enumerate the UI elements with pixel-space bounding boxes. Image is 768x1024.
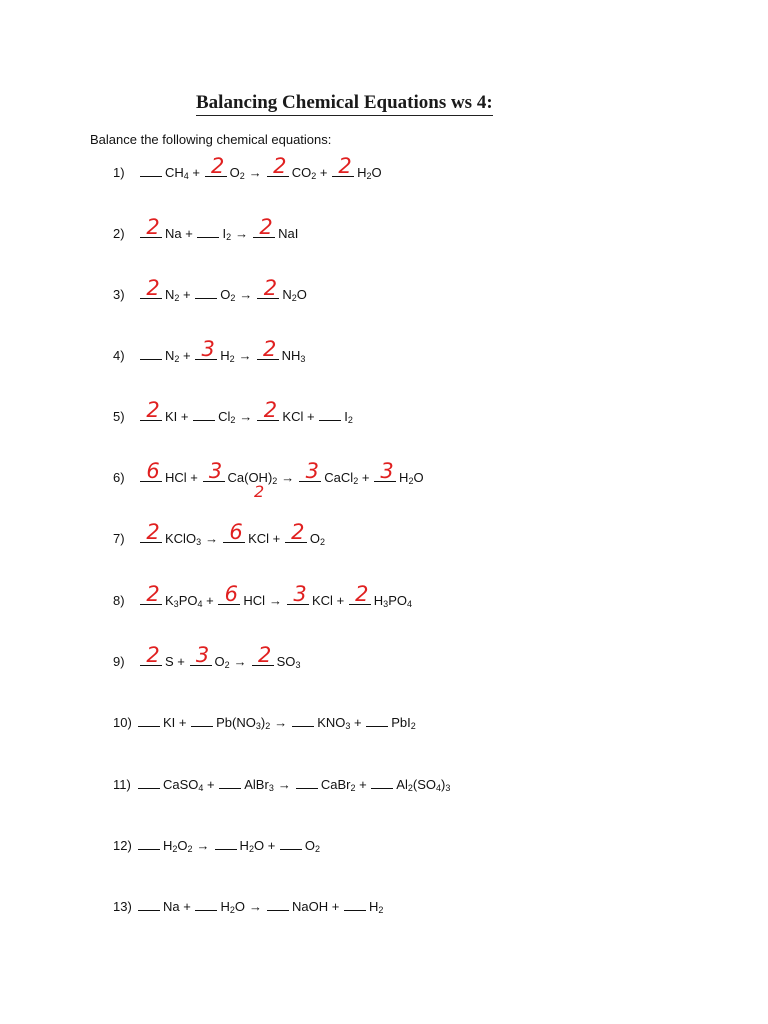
handwritten-coefficient: 2 bbox=[146, 276, 160, 300]
handwritten-coefficient: 2 bbox=[146, 582, 160, 606]
coefficient-blank[interactable] bbox=[140, 276, 162, 300]
chemical-species: $Ca(OH)_2$ bbox=[227, 470, 278, 486]
reaction-arrow: → bbox=[239, 287, 253, 302]
coefficient-blank[interactable] bbox=[140, 215, 162, 239]
coefficient-blank[interactable] bbox=[138, 712, 160, 727]
equation-number: 1) bbox=[113, 165, 125, 180]
handwritten-coefficient: 2 bbox=[146, 520, 160, 544]
coefficient-blank[interactable] bbox=[140, 398, 162, 422]
handwritten-coefficient: 3 bbox=[208, 459, 223, 483]
equation-number: 7) bbox=[113, 531, 125, 546]
handwritten-coefficient: 6 bbox=[146, 459, 160, 483]
equation-2: 2) 2 Na + $I_2$ → 2 NaI bbox=[113, 215, 299, 242]
equation-11: 11) CaSO$_4$ + AlBr$_3$ → CaBr$_2$ + $Al_2(SO_4)_3$ bbox=[113, 774, 450, 794]
equation-number: 13) bbox=[113, 899, 132, 914]
chemical-species: $SO_3$ bbox=[276, 654, 301, 670]
reaction-arrow: → bbox=[196, 838, 210, 853]
chemical-species: $K_3PO_4$ bbox=[165, 593, 203, 609]
handwritten-coefficient: 2 bbox=[210, 154, 225, 178]
reaction-arrow: → bbox=[269, 593, 282, 608]
reaction-arrow: → bbox=[235, 226, 249, 241]
chemical-species: $H_2$ bbox=[220, 348, 235, 364]
handwritten-annotation: 2 bbox=[254, 482, 265, 501]
equation-9: 9) 2 S + 3 $O_2$ → 2 $SO_3$ bbox=[113, 643, 301, 670]
equation-number: 4) bbox=[113, 348, 125, 363]
handwritten-coefficient: 6 bbox=[229, 520, 243, 544]
reaction-arrow: → bbox=[205, 531, 219, 546]
chemical-species: KCl bbox=[248, 531, 270, 546]
chemical-species: $Pb(NO_3)_2$ bbox=[216, 715, 271, 731]
chemical-species: $I_2$ bbox=[222, 226, 232, 242]
handwritten-coefficient: 2 bbox=[338, 154, 352, 178]
handwritten-coefficient: 2 bbox=[146, 215, 160, 239]
handwritten-coefficient: 2 bbox=[291, 520, 305, 544]
handwritten-coefficient: 2 bbox=[262, 337, 277, 361]
coefficient-blank[interactable] bbox=[138, 896, 160, 911]
reaction-arrow: → bbox=[274, 715, 288, 730]
coefficient-blank[interactable] bbox=[332, 154, 354, 178]
chemical-species: KI bbox=[163, 715, 176, 730]
handwritten-coefficient: 3 bbox=[293, 582, 307, 606]
handwritten-coefficient: 2 bbox=[257, 643, 272, 667]
coefficient-blank[interactable] bbox=[285, 520, 307, 544]
chemical-species: CaSO$_4$ bbox=[163, 777, 204, 793]
handwritten-coefficient: 2 bbox=[146, 643, 160, 667]
chemical-species: $N_2O$ bbox=[282, 287, 307, 303]
coefficient-blank[interactable] bbox=[140, 520, 162, 544]
chemical-species: NaI bbox=[278, 226, 299, 241]
equation-7: 7) 2 KClO$_3$ → 6 KCl + 2 $O_2$ bbox=[113, 520, 325, 547]
chemical-species: $O_2$ bbox=[220, 287, 236, 303]
chemical-species: HCl bbox=[165, 470, 187, 485]
reaction-arrow: → bbox=[248, 899, 262, 914]
chemical-species: $H_3PO_4$ bbox=[373, 593, 412, 609]
chemical-species: KClO$_3$ bbox=[165, 531, 202, 547]
coefficient-blank[interactable] bbox=[280, 835, 302, 850]
coefficient-blank[interactable] bbox=[257, 337, 279, 361]
chemical-species: $O_2$ bbox=[304, 838, 321, 854]
equation-number: 2) bbox=[113, 226, 125, 241]
instructions-text: Balance the following chemical equations: bbox=[90, 132, 332, 147]
coefficient-blank[interactable] bbox=[344, 896, 366, 911]
coefficient-blank[interactable] bbox=[257, 276, 279, 300]
equation-number: 9) bbox=[113, 654, 125, 669]
coefficient-blank[interactable] bbox=[190, 643, 212, 667]
chemical-species: $Al_2(SO_4)_3$ bbox=[396, 777, 451, 793]
coefficient-blank[interactable] bbox=[138, 774, 160, 789]
equation-number: 6) bbox=[113, 470, 125, 485]
coefficient-blank[interactable] bbox=[253, 215, 275, 239]
equation-number: 5) bbox=[113, 409, 125, 424]
equation-number: 12) bbox=[113, 838, 132, 853]
coefficient-blank[interactable] bbox=[292, 712, 314, 727]
coefficient-blank[interactable] bbox=[267, 154, 289, 178]
handwritten-coefficient: 2 bbox=[259, 215, 273, 239]
coefficient-blank[interactable] bbox=[287, 582, 309, 606]
coefficient-blank[interactable] bbox=[349, 582, 371, 606]
handwritten-coefficient: 2 bbox=[355, 582, 369, 606]
coefficient-blank[interactable] bbox=[195, 284, 217, 299]
page-title: Balancing Chemical Equations ws 4: bbox=[196, 92, 493, 116]
coefficient-blank[interactable] bbox=[366, 712, 388, 727]
coefficient-blank[interactable] bbox=[140, 162, 162, 177]
chemical-species: $H_2O_2$ bbox=[163, 838, 193, 854]
chemical-species: $H_2O$ bbox=[357, 165, 382, 181]
equation-6: 6) 6 HCl + 3 $Ca(OH)_2$ → 3 CaCl$_2$ + 3 $H_2O$ bbox=[113, 459, 424, 486]
equation-number: 11) bbox=[113, 777, 131, 792]
coefficient-blank[interactable] bbox=[140, 582, 162, 606]
equation-4: 4) $N_2$ + 3 $H_2$ → 2 $NH_3$ bbox=[113, 337, 306, 364]
handwritten-coefficient: 3 bbox=[195, 643, 210, 667]
equation-number: 10) bbox=[113, 715, 132, 730]
coefficient-blank[interactable] bbox=[252, 643, 274, 667]
handwritten-coefficient: 2 bbox=[146, 398, 160, 422]
equation-1: 1) $CH_4$ + 2 $O_2$ → 2 $CO_2$ + 2 $H_2O$ bbox=[113, 154, 382, 181]
equation-10: 10) KI + $Pb(NO_3)_2$ → $KNO_3$ + PbI$_2$ bbox=[113, 712, 416, 732]
coefficient-blank[interactable] bbox=[371, 774, 393, 789]
chemical-species: KCl bbox=[312, 593, 333, 608]
chemical-species: $I_2$ bbox=[344, 409, 353, 425]
coefficient-blank[interactable] bbox=[218, 582, 240, 606]
coefficient-blank[interactable] bbox=[193, 406, 215, 421]
chemical-species: $H_2$ bbox=[368, 899, 384, 915]
chemical-species: $O_2$ bbox=[214, 654, 230, 670]
chemical-species: KCl bbox=[282, 409, 304, 424]
coefficient-blank[interactable] bbox=[215, 835, 237, 850]
chemical-species: HCl bbox=[243, 593, 265, 608]
handwritten-coefficient: 2 bbox=[273, 154, 287, 178]
chemical-species: $H_2O$ bbox=[399, 470, 424, 486]
coefficient-blank[interactable] bbox=[296, 774, 318, 789]
reaction-arrow: → bbox=[239, 409, 253, 424]
chemical-species: $H_2O$ bbox=[220, 899, 245, 915]
coefficient-blank[interactable] bbox=[195, 896, 217, 911]
equation-number: 8) bbox=[113, 593, 125, 608]
chemical-species: NaOH bbox=[291, 899, 329, 914]
handwritten-coefficient: 3 bbox=[380, 459, 394, 483]
equation-13: 13) Na + $H_2O$ → NaOH + $H_2$ bbox=[113, 896, 383, 916]
coefficient-blank[interactable] bbox=[374, 459, 396, 483]
coefficient-blank[interactable] bbox=[299, 459, 321, 483]
handwritten-coefficient: 2 bbox=[263, 276, 278, 300]
chemical-species: Na bbox=[165, 226, 182, 241]
equation-number: 3) bbox=[113, 287, 125, 302]
reaction-arrow: → bbox=[281, 470, 295, 485]
coefficient-blank[interactable] bbox=[138, 835, 160, 850]
chemical-species: $Cl_2$ bbox=[218, 409, 236, 425]
chemical-species: $N_2$ bbox=[165, 348, 180, 364]
coefficient-blank[interactable] bbox=[319, 406, 341, 421]
coefficient-blank[interactable] bbox=[219, 774, 241, 789]
reaction-arrow: → bbox=[238, 348, 252, 363]
reaction-arrow: → bbox=[233, 654, 247, 669]
chemical-species: $NH_3$ bbox=[281, 348, 306, 364]
equation-3: 3) 2 $N_2$ + $O_2$ → 2 $N_2O$ bbox=[113, 276, 307, 303]
reaction-arrow: → bbox=[277, 777, 291, 792]
coefficient-blank[interactable] bbox=[140, 459, 162, 483]
chemical-species: Na bbox=[163, 899, 180, 914]
reaction-arrow: → bbox=[248, 165, 262, 180]
coefficient-blank[interactable] bbox=[191, 712, 213, 727]
coefficient-blank[interactable] bbox=[140, 345, 162, 360]
chemical-species: PbI$_2$ bbox=[391, 715, 416, 731]
chemical-species: KI bbox=[165, 409, 178, 424]
handwritten-coefficient: 3 bbox=[305, 459, 319, 483]
chemical-species: $N_2$ bbox=[165, 287, 180, 303]
chemical-species: AlBr$_3$ bbox=[244, 777, 274, 793]
equation-5: 5) 2 KI + $Cl_2$ → 2 KCl + $I_2$ bbox=[113, 398, 353, 425]
chemical-species: S bbox=[165, 654, 174, 669]
coefficient-blank[interactable] bbox=[267, 896, 289, 911]
coefficient-blank[interactable] bbox=[203, 459, 225, 483]
chemical-species: $O_2$ bbox=[229, 165, 245, 181]
coefficient-blank[interactable] bbox=[195, 337, 217, 361]
coefficient-blank[interactable] bbox=[140, 643, 162, 667]
handwritten-coefficient: 6 bbox=[224, 582, 239, 606]
equation-12: 12) $H_2O_2$ → $H_2O$ + $O_2$ bbox=[113, 835, 320, 855]
handwritten-coefficient: 2 bbox=[263, 398, 278, 422]
chemical-species: CaBr$_2$ bbox=[320, 777, 356, 793]
chemical-species: CaCl$_2$ bbox=[324, 470, 359, 486]
chemical-species: $CO_2$ bbox=[291, 165, 317, 181]
coefficient-blank[interactable] bbox=[257, 398, 279, 422]
coefficient-blank[interactable] bbox=[223, 520, 245, 544]
coefficient-blank[interactable] bbox=[197, 223, 219, 238]
chemical-species: $O_2$ bbox=[309, 531, 325, 547]
chemical-species: $CH_4$ bbox=[165, 165, 189, 181]
handwritten-coefficient: 3 bbox=[201, 337, 215, 361]
chemical-species: $KNO_3$ bbox=[317, 715, 351, 731]
coefficient-blank[interactable] bbox=[205, 154, 227, 178]
equation-8: 8) 2 $K_3PO_4$ + 6 HCl → 3 KCl + 2 $H_3PO_4$ bbox=[113, 582, 412, 609]
chemical-species: $H_2O$ bbox=[239, 838, 265, 854]
